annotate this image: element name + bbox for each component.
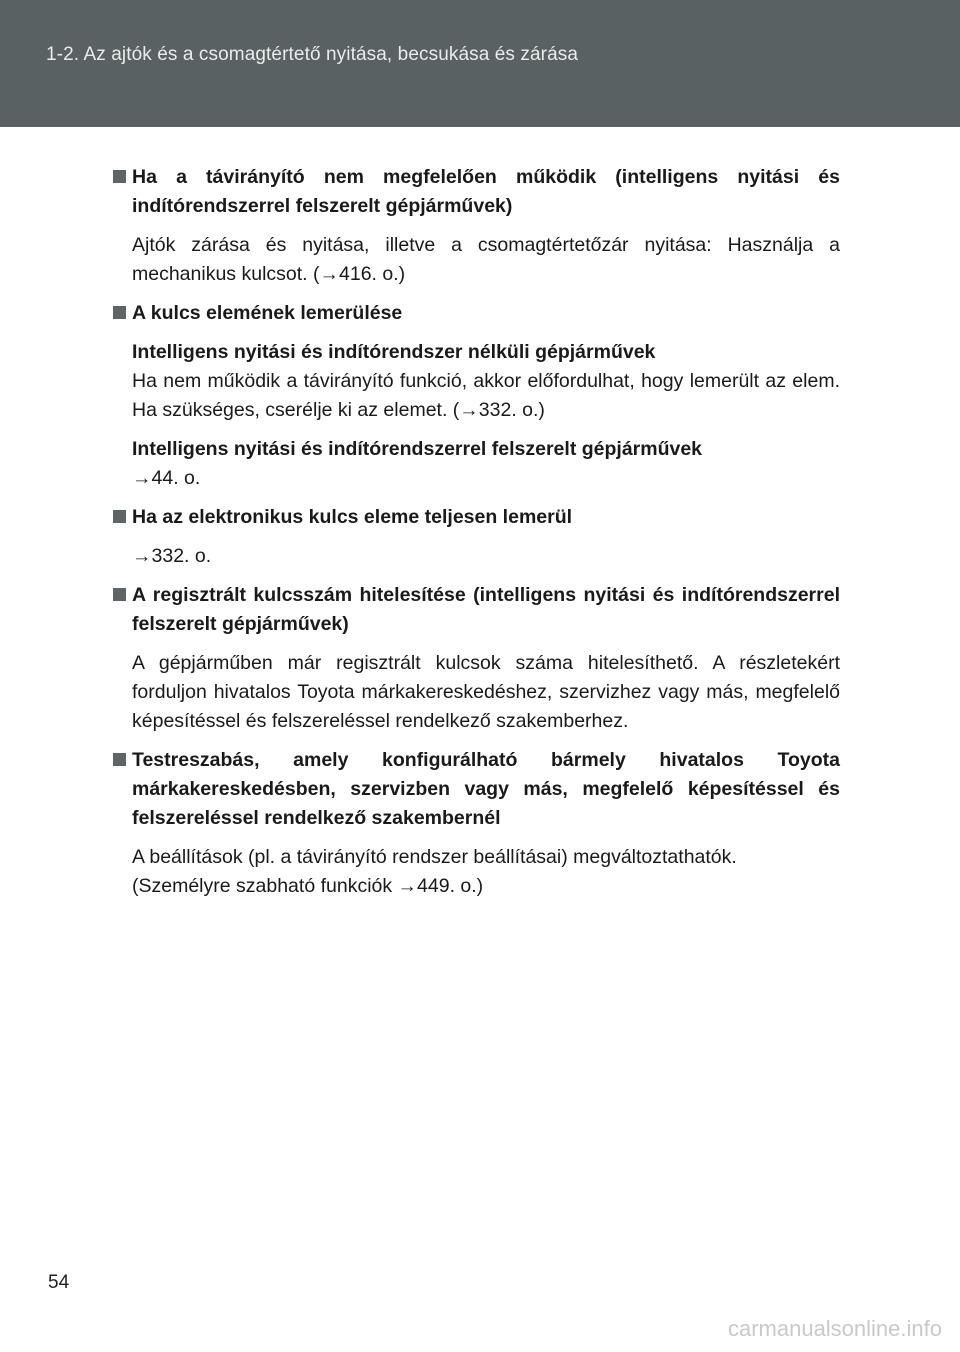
page-header <box>0 0 960 127</box>
paragraph-subheading: Intelligens nyitási és indítórendszer nélküli gépjárművek <box>132 341 656 363</box>
square-bullet-icon <box>113 753 126 766</box>
section-paragraph: Intelligens nyitási és indítórendszer nélküli gépjárművek Ha nem működik a távirányító funkció, akkor előfordulhat, hogy lemerült az elem. Ha szükséges, cserélje ki az elemet. (→332. o.) <box>110 338 840 425</box>
page-reference: →449. o.) <box>397 875 484 897</box>
section-paragraph <box>110 542 840 571</box>
watermark: carmanualsonline.info <box>727 1316 942 1341</box>
section-heading: A kulcs elemének lemerülése <box>110 299 840 328</box>
section-heading: Ha az elektronikus kulcs eleme teljesen lemerül <box>110 503 840 532</box>
section-paragraph <box>110 435 840 493</box>
section-heading: Testreszabás, amely konfigurálható bármely hivatalos Toyota márkakereskedésben, szervizben vagy más, megfelelő képesítéssel és felszereléssel rendelkező szakembernél <box>110 746 840 833</box>
section-electronic-key-battery <box>110 503 840 571</box>
section-customization <box>110 746 840 901</box>
page-reference: →332. o.) <box>459 399 545 421</box>
square-bullet-icon <box>113 510 126 523</box>
section-paragraph: Ajtók zárása és nyitása, illetve a csomagtértetőzár nyitása: Használja a mechanikus kulcsot. (→416. o.) <box>132 234 840 285</box>
section-paragraph: A gépjárműben már regisztrált kulcsok száma hitelesíthető. A részletekért forduljon hivatalos Toyota márkakereskedéshez, szervizhez vagy más, megfelelő képesítéssel és felszereléssel rendelkező szakemberhez. <box>132 652 840 732</box>
page-reference: →44. o. <box>132 467 201 489</box>
square-bullet-icon <box>113 306 126 319</box>
page-reference: →416. o.) <box>319 263 406 285</box>
section-heading: Ha a távirányító nem megfelelően működik (intelligens nyitási és indítórendszerrel felszerelt gépjárművek) <box>110 163 840 221</box>
page-reference: →332. o. <box>132 545 212 567</box>
paragraph-subheading: Intelligens nyitási és indítórendszerrel felszerelt gépjárművek <box>132 438 703 460</box>
section-key-battery <box>110 299 840 493</box>
square-bullet-icon <box>113 170 126 183</box>
chapter-title: 1-2. Az ajtók és a csomagtértető nyitása, becsukása és zárása <box>46 44 579 65</box>
page-number: 54 <box>48 1272 70 1293</box>
section-heading: A regisztrált kulcsszám hitelesítése (intelligens nyitási és indítórendszerrel felszerelt gépjárművek) <box>110 581 840 639</box>
section-paragraph: A beállítások (pl. a távirányító rendszer beállításai) megváltoztathatók. (Személyre szabható funkciók →449. o.) <box>132 846 737 897</box>
square-bullet-icon <box>113 588 126 601</box>
section-remote-malfunction <box>110 163 840 289</box>
section-key-number-verification <box>110 581 840 736</box>
page-content <box>110 163 840 911</box>
